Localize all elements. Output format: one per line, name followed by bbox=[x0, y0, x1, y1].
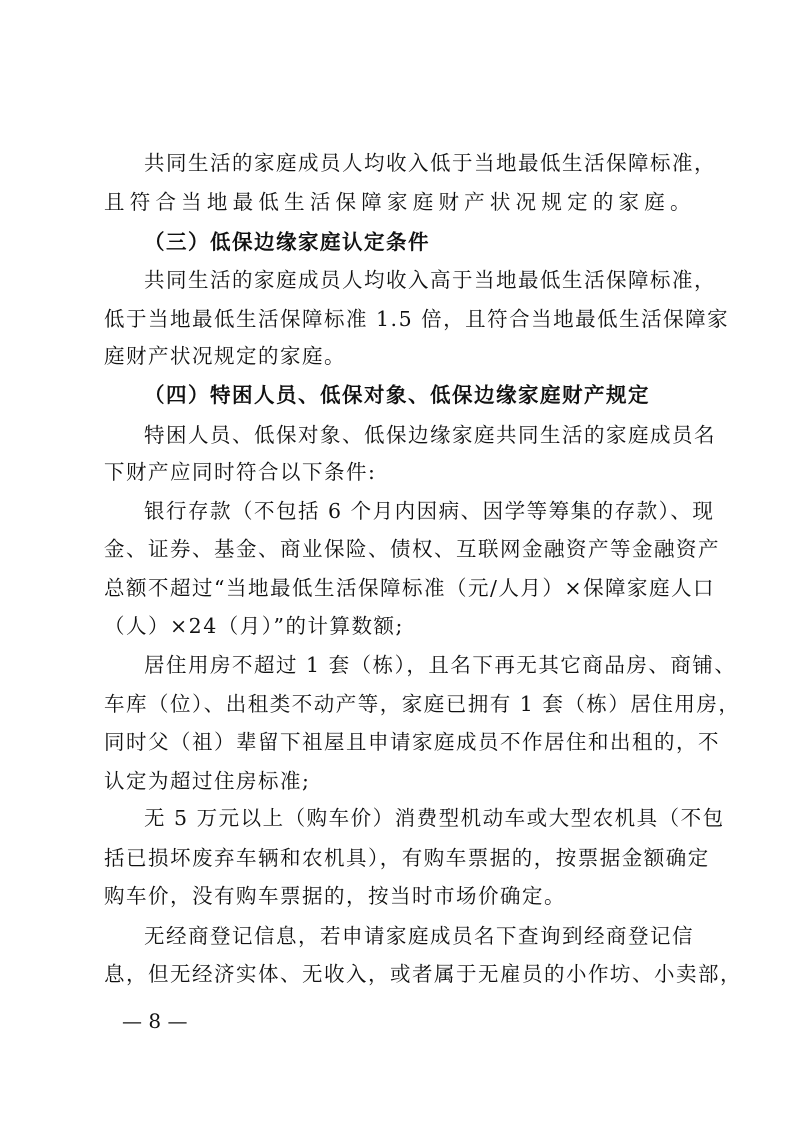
paragraph-line: 购车价，没有购车票据的，按当时市场价确定。 bbox=[104, 884, 566, 908]
paragraph-line: 车库（位）、出租类不动产等，家庭已拥有 1 套（栋）居住用房， bbox=[104, 692, 741, 716]
paragraph-line: 银行存款（不包括 6 个月内因病、因学等筹集的存款）、现 bbox=[144, 499, 715, 523]
paragraph-line: 括已损坏废弃车辆和农机具），有购车票据的，按票据金额确定 bbox=[104, 846, 710, 870]
paragraph-line: 共同生活的家庭成员人均收入高于当地最低生活保障标准， bbox=[144, 268, 716, 292]
section-heading: （三）低保边缘家庭认定条件 bbox=[144, 230, 430, 254]
paragraph-line: （人）×24（月）”的计算数额; bbox=[104, 614, 404, 638]
paragraph-line: 息，但无经济实体、无收入，或者属于无雇员的小作坊、小卖部， bbox=[104, 962, 742, 986]
paragraph-line: 低于当地最低生活保障标准 1.5 倍，且符合当地最低生活保障家 bbox=[104, 307, 730, 331]
paragraph-line: 无 5 万元以上（购车价）消费型机动车或大型农机具（不包 bbox=[144, 806, 725, 830]
paragraph-line: 总额不超过“当地最低生活保障标准（元/人月）×保障家庭人口 bbox=[104, 576, 716, 600]
paragraph-line: 同时父（祖）辈留下祖屋且申请家庭成员不作居住和出租的，不 bbox=[104, 730, 720, 754]
paragraph-line: 无经商登记信息，若申请家庭成员名下查询到经商登记信 bbox=[144, 924, 694, 948]
paragraph-line: 下财产应同时符合以下条件: bbox=[104, 460, 377, 484]
paragraph-line: 居住用房不超过 1 套（栋），且名下再无其它商品房、商铺、 bbox=[144, 653, 737, 677]
page-number: — 8 — bbox=[122, 1009, 188, 1033]
section-heading: （四）特困人员、低保对象、低保边缘家庭财产规定 bbox=[144, 383, 650, 407]
paragraph-line: 认定为超过住房标准; bbox=[104, 769, 311, 793]
paragraph-line: 且符合当地最低生活保障家庭财产状况规定的家庭。 bbox=[104, 190, 692, 214]
paragraph-line: 庭财产状况规定的家庭。 bbox=[104, 344, 346, 368]
paragraph-line: 共同生活的家庭成员人均收入低于当地最低生活保障标准， bbox=[144, 151, 716, 175]
paragraph-line: 金、证券、基金、商业保险、债权、互联网金融资产等金融资产 bbox=[104, 537, 720, 561]
paragraph-line: 特困人员、低保对象、低保边缘家庭共同生活的家庭成员名 bbox=[144, 423, 716, 447]
